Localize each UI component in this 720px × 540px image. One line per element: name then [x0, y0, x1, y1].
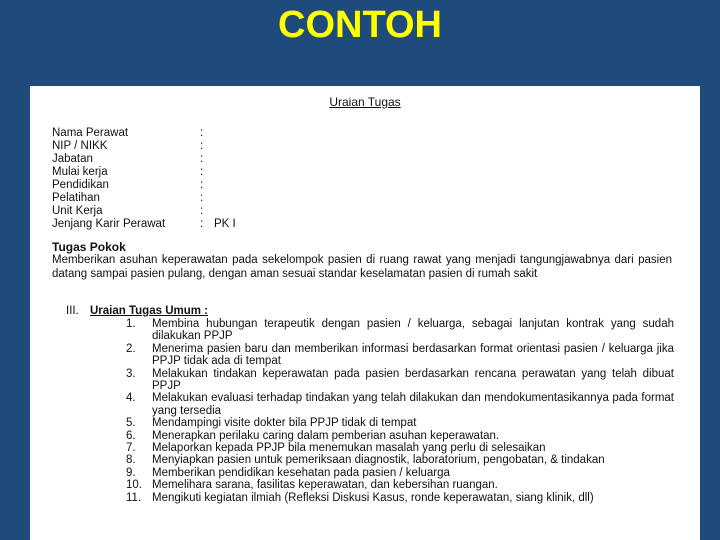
slide-title: CONTOH: [278, 4, 442, 46]
tugas-pokok-text: Memberikan asuhan keperawatan pada sekelompok pasien di ruang rawat yang menjadi tangungjawabnya dari pasien datang sampai pasien pulang, dengan aman sesuai standar keselamatan pasien di rumah sakit: [52, 254, 672, 280]
list-item: [126, 392, 674, 417]
list-item-number: 1.: [126, 318, 136, 330]
field-label: Jenjang Karir Perawat: [52, 218, 166, 230]
list-item: [126, 454, 674, 466]
list-item-number: 10.: [126, 479, 142, 492]
list-item: [126, 442, 674, 454]
field-row: [52, 166, 236, 179]
field-colon: :: [200, 205, 204, 217]
list-item-number: 6.: [126, 429, 136, 442]
field-row: [52, 179, 236, 192]
field-row: [52, 153, 236, 166]
field-label: Unit Kerja: [52, 205, 103, 217]
task-list: [126, 318, 674, 504]
list-item-text: Memberikan pendidikan kesehatan pada pasien / keluarga: [152, 466, 450, 479]
list-item: [126, 479, 674, 491]
section-number: III.: [66, 305, 79, 317]
field-row: [52, 192, 236, 205]
field-colon: :: [200, 140, 204, 152]
field-colon: :: [200, 192, 204, 204]
list-item: [126, 430, 674, 442]
list-item-text: Menerima pasien baru dan memberikan informasi berdasarkan format orientasi pasien / keluarga jika PPJP tidak ada di tempat: [152, 342, 674, 368]
field-colon: :: [200, 179, 204, 191]
list-item: [126, 368, 674, 393]
field-row: [52, 127, 236, 140]
list-item-text: Membina hubungan terapeutik dengan pasien / keluarga, sebagai lanjutan kontrak yang sudah dilakukan PPJP: [152, 318, 674, 343]
list-item: [126, 492, 674, 504]
list-item-number: 11.: [126, 491, 142, 504]
list-item-text: Mengikuti kegiatan ilmiah (Refleksi Diskusi Kasus, ronde keperawatan, siang klinik, dll): [152, 491, 594, 504]
field-colon: :: [200, 127, 204, 139]
identity-fields: [52, 127, 236, 231]
list-item: [126, 467, 674, 479]
list-item: [126, 417, 674, 429]
tugas-pokok-title: Tugas Pokok: [52, 240, 126, 254]
list-item-text: Menyiapkan pasien untuk pemeriksaan diagnostik, laboratorium, pengobatan, & tindakan: [152, 454, 605, 467]
list-item-number: 4.: [126, 392, 136, 405]
field-row: [52, 218, 236, 231]
field-row: [52, 140, 236, 153]
list-item-number: 5.: [126, 417, 136, 430]
list-item-text: Menerapkan perilaku caring dalam pemberian asuhan keperawatan.: [152, 429, 500, 442]
field-label: Pendidikan: [52, 179, 109, 191]
field-label: Pelatihan: [52, 192, 100, 204]
list-item-number: 8.: [126, 454, 136, 467]
field-value: PK I: [214, 218, 236, 230]
list-item-text: Melakukan evaluasi terhadap tindakan yang telah dilakukan dan mendokumentasikannya pada format yang tersedia: [152, 392, 674, 417]
field-row: [52, 205, 236, 218]
field-colon: :: [200, 166, 204, 178]
list-item-text: Melakukan tindakan keperawatan pada pasien berdasarkan rencana perawatan yang telah dibuat PPJP: [152, 367, 674, 393]
field-label: Mulai kerja: [52, 166, 108, 178]
field-label: Jabatan: [52, 153, 93, 165]
list-item-text: Melaporkan kepada PPJP bila menemukan masalah yang perlu di selesaikan: [152, 442, 546, 455]
field-label: NIP / NIKK: [52, 140, 108, 152]
field-colon: :: [200, 218, 204, 230]
list-item-number: 7.: [126, 442, 136, 455]
section-heading: [66, 305, 208, 318]
document-page: [30, 86, 700, 540]
list-item-text: Mendampingi visite dokter bila PPJP tidak di tempat: [152, 417, 417, 430]
list-item-number: 3.: [126, 367, 136, 380]
section-title: Uraian Tugas Umum :: [90, 305, 208, 317]
list-item-number: 9.: [126, 466, 136, 479]
document-heading: Uraian Tugas: [329, 95, 401, 109]
field-colon: :: [200, 153, 204, 165]
list-item-text: Memelihara sarana, fasilitas keperawatan, dan kebersihan ruangan.: [152, 479, 498, 492]
list-item: [126, 318, 674, 343]
list-item-number: 2.: [126, 342, 136, 355]
field-label: Nama Perawat: [52, 127, 129, 139]
list-item: [126, 343, 674, 368]
